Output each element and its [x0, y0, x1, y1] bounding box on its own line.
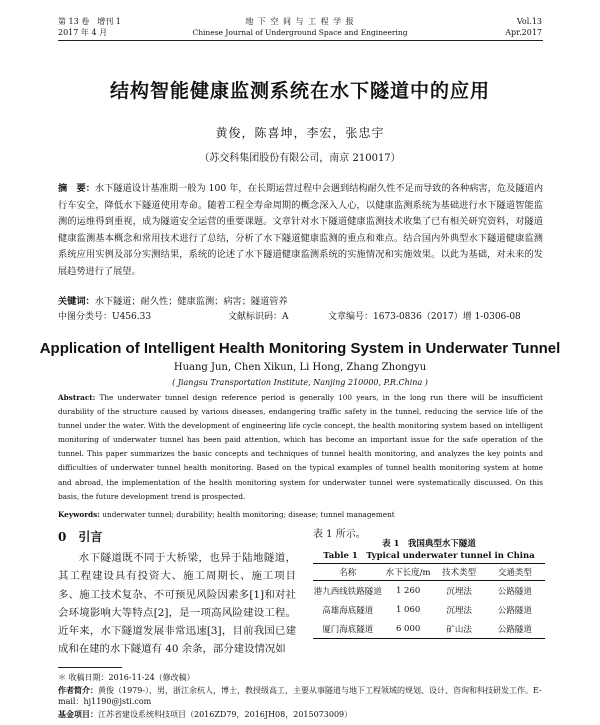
- article-number: 文章编号：1673-0836（2017）增 1-0306-08: [328, 312, 521, 322]
- title-cn: 结构智能健康监测系统在水下隧道中的应用: [109, 80, 490, 102]
- table-cell: 港九西线铁路隧道: [313, 586, 382, 597]
- table-caption-cn: 表 1 我国典型水下隧道: [382, 539, 476, 549]
- keywords-en: [58, 510, 543, 519]
- intro-paragraph: 水下隧道既不同于大桥梁，也异于陆地隧道，其工程建设具有投资大、施工周期长、施工项目多、施工技术复杂、不可预见风险因素多[1]和对社会环境影响大等特点[2]，是一项高风险建设工程。近年来，水下隧道发展非常迅速[3]，目前我国已建成和在建的水下隧道有 40 余条，部分建设情况如: [58, 552, 296, 656]
- table-header-cell: 名称: [313, 564, 383, 581]
- document-code: 文献标识码：A: [228, 312, 289, 322]
- keywords-cn-text: 水下隧道；耐久性；健康监测；病害；隧道管养: [94, 296, 288, 307]
- abstract-en: [58, 391, 543, 504]
- table-cell: 矿山法: [434, 619, 485, 639]
- table-header-cell: 技术类型: [434, 564, 485, 581]
- tunnel-table: [313, 563, 545, 639]
- table-header-cell: 交通类型: [485, 564, 545, 581]
- table-header-cell: 水下长度/m: [383, 564, 434, 581]
- authors-en: Huang Jun, Chen Xikun, Li Hong, Zhang Zhongyu: [173, 362, 427, 373]
- header-vol-en: Vol.13: [516, 17, 542, 26]
- table-cell: 高雄海底隧道: [322, 605, 374, 616]
- footnote-fund: [58, 709, 543, 720]
- table-cell: 公路隧道: [485, 619, 545, 639]
- header-journal-en: Chinese Journal of Underground Space and Engineering: [192, 28, 408, 37]
- table-cell: 沉埋法: [446, 586, 472, 597]
- keywords-cn-label: 关键词：: [58, 296, 95, 307]
- header-date-en: Apr.2017: [505, 28, 542, 37]
- header-journal-cn: 地 下 空 间 与 工 程 学 报: [245, 17, 355, 26]
- table-row: [313, 581, 545, 601]
- keywords-en-label: Keywords:: [58, 510, 100, 519]
- footnote-author-label: 作者简介：: [58, 685, 98, 695]
- table-row: [313, 619, 545, 639]
- affiliation-en: ( Jiangsu Transportation Institute, Nanjing 210000, P.R.China ): [172, 378, 428, 387]
- affiliation-cn: （苏交科集团股份有限公司，南京 210017）: [199, 153, 401, 164]
- section-heading-intro: 0 引言: [58, 530, 103, 544]
- table-cell: 1 260: [395, 585, 421, 596]
- abstract-cn-text: 水下隧道设计基准期一般为 100 年，在长期运营过程中会遇到结构耐久性不足而导致的各种病害，危及隧道内行车安全，降低水下隧道使用寿命。随着工程全寿命周期的概念深入人心，以健康监测系统为基础进行水下隧道智能监测的运维得到重视，成为隧道安全运营的重要课题。文章针对水下隧道健康监测技术收集了已有相关研究资料，对隧道健康监测基本概念和常用技术进行了总结，分析了水下隧道健康监测的重点和难点。结合国内外典型水下隧道健康监测系统应用实例及部分实测结果，系统的论述了水下隧道健康监测系统的实施情况和实施效果。以此为基础，对未来的发展趋势进行了展望。: [58, 183, 544, 277]
- keywords-cn: [58, 293, 543, 307]
- table-cell: 6 000: [383, 619, 434, 639]
- table-header-row: [313, 564, 545, 581]
- footnote-fund-text: 江苏省建设系统科技项目（2016ZD79，2016JH08，2015073009）: [98, 710, 353, 719]
- abstract-cn-label: 摘 要：: [58, 183, 95, 194]
- table-cell: 厦门海底隧道: [313, 619, 383, 639]
- abstract-en-label: Abstract:: [58, 393, 96, 402]
- clc-number: 中图分类号：U456.33: [58, 312, 152, 322]
- table-row: [313, 600, 545, 619]
- footnote-author: [58, 685, 543, 707]
- abstract-en-text: The underwater tunnel design reference period is generally 100 years, in the long run there will be insufficient durability of the structure caused by various diseases, endangering traffic safety in the tunnel, reducing the service life of the tunnel under the water. With the development of engineering life cycle concept, the health monitoring system based on intelligent monitoring of underwater tunnel has been paid attention, which has become an important issue for the safe operation of the tunnel. This paper summarizes the basic concepts and techniques of tunnel health monitoring, and analyzes the key points and difficulties of underwater tunnel health monitoring. Based on the typical examples of tunnel health monitoring system at home and abroad, the implementation of the health monitoring system for underwater tunnel were systematically discussed. On this basis, the future development trend is prospected.: [58, 393, 543, 501]
- header-volume-issue: 第 13 卷 增刊 1: [58, 17, 121, 26]
- authors-cn: 黄俊，陈喜坤，李宏，张忠宇: [215, 126, 385, 140]
- table-cell: 公路隧道: [497, 586, 532, 597]
- title-en: Application of Intelligent Health Monitoring System in Underwater Tunnel: [39, 340, 561, 357]
- footnote-received: ＊ 收稿日期：2016-11-24（修改稿）: [58, 673, 195, 682]
- table-intro-text: 表 1 所示。: [313, 529, 366, 540]
- table-cell: 1 060: [395, 604, 421, 615]
- keywords-en-text: underwater tunnel; durability; health monitoring; disease; tunnel management: [102, 510, 395, 519]
- header-date-cn: 2017 年 4 月: [58, 28, 108, 37]
- footnote-author-text: 黄俊（1979-），男，浙江余杭人，博士，教授级高工，主要从事隧道与地下工程领域的规划、设计、咨询和科技研发工作。E-mail：hj1190@jsti.com: [58, 686, 542, 706]
- table-cell: 沉埋法: [446, 605, 472, 616]
- header-rule: [58, 40, 543, 41]
- table-caption-en: Table 1 Typical underwater tunnel in China: [323, 551, 535, 561]
- table-cell: 公路隧道: [497, 605, 532, 616]
- footnote-rule: [58, 667, 122, 668]
- footnote-fund-label: 基金项目：: [58, 709, 98, 719]
- abstract-cn: [58, 181, 543, 281]
